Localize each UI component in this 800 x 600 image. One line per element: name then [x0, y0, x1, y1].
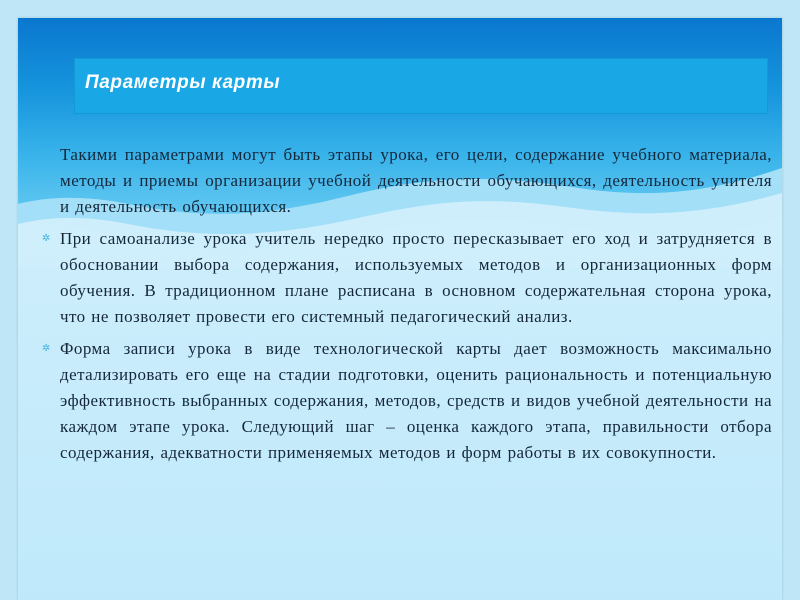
bullet-text: Такими параметрами могут быть этапы урока, его цели, содержание учебного материала, методы и приемы организации учебной деятельности обучающихся, деятельность учителя и деятельность обучающихся. [60, 145, 772, 216]
bullet-text: Форма записи урока в виде технологической карты дает возможность максимально детализировать его еще на стадии подготовки, оценить рациональность и потенциальную эффективность выбранных содержания, методов, средств и видов учебной деятельности на каждом этапе урока. Следующий шаг – оценка каждого этапа, правильности отбора содержания, адекватности применяемых методов и форм работы в их совокупности. [60, 339, 772, 462]
asterisk-bullet-icon: ✲ [42, 233, 51, 244]
slide-title: Параметры карты [85, 72, 281, 93]
bullet-text: При самоанализе урока учитель нередко просто пересказывает его ход и затрудняется в обосновании выбора содержания, используемых методов и организационных форм обучения. В традиционном плане расписана в основном содержательная сторона урока, что не позволяет провести его системный педагогический анализ. [60, 229, 772, 326]
asterisk-bullet-icon: ✲ [42, 149, 51, 160]
title-bar [74, 58, 768, 114]
bullet-item [42, 226, 772, 330]
slide [18, 18, 782, 600]
bullet-list [42, 142, 772, 472]
asterisk-bullet-icon: ✲ [42, 343, 51, 354]
bullet-item [42, 336, 772, 466]
bullet-item [42, 142, 772, 220]
